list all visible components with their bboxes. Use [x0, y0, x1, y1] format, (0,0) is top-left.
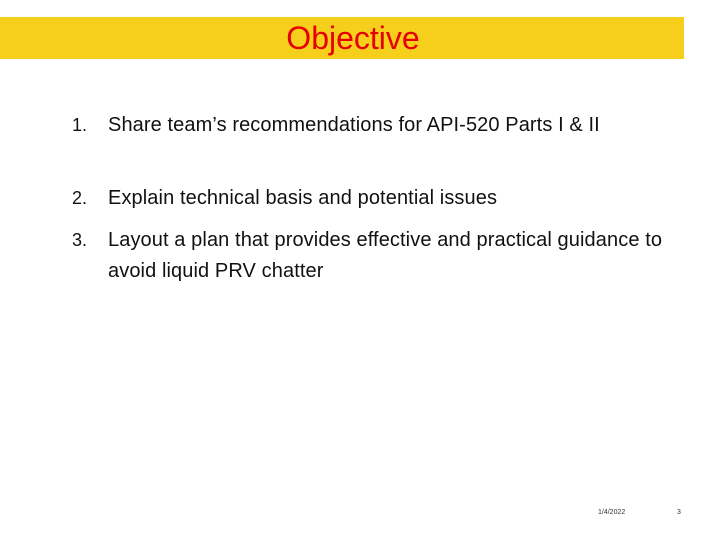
list-item-text: Share team’s recommendations for API-520 Parts I & II — [108, 114, 600, 136]
list-item-number: 3. — [72, 230, 88, 250]
list-item-number: 1. — [72, 115, 88, 135]
list-item-number: 2. — [72, 188, 88, 208]
slide-title: Objective — [286, 20, 420, 56]
list-item-text: Explain technical basis and potential issues — [108, 187, 498, 209]
footer-date: 1/4/2022 — [598, 509, 626, 516]
list-item-text: Layout a plan that provides effective and practical guidance to avoid liquid PRV chatter — [108, 229, 663, 282]
page-number: 3 — [677, 509, 681, 516]
